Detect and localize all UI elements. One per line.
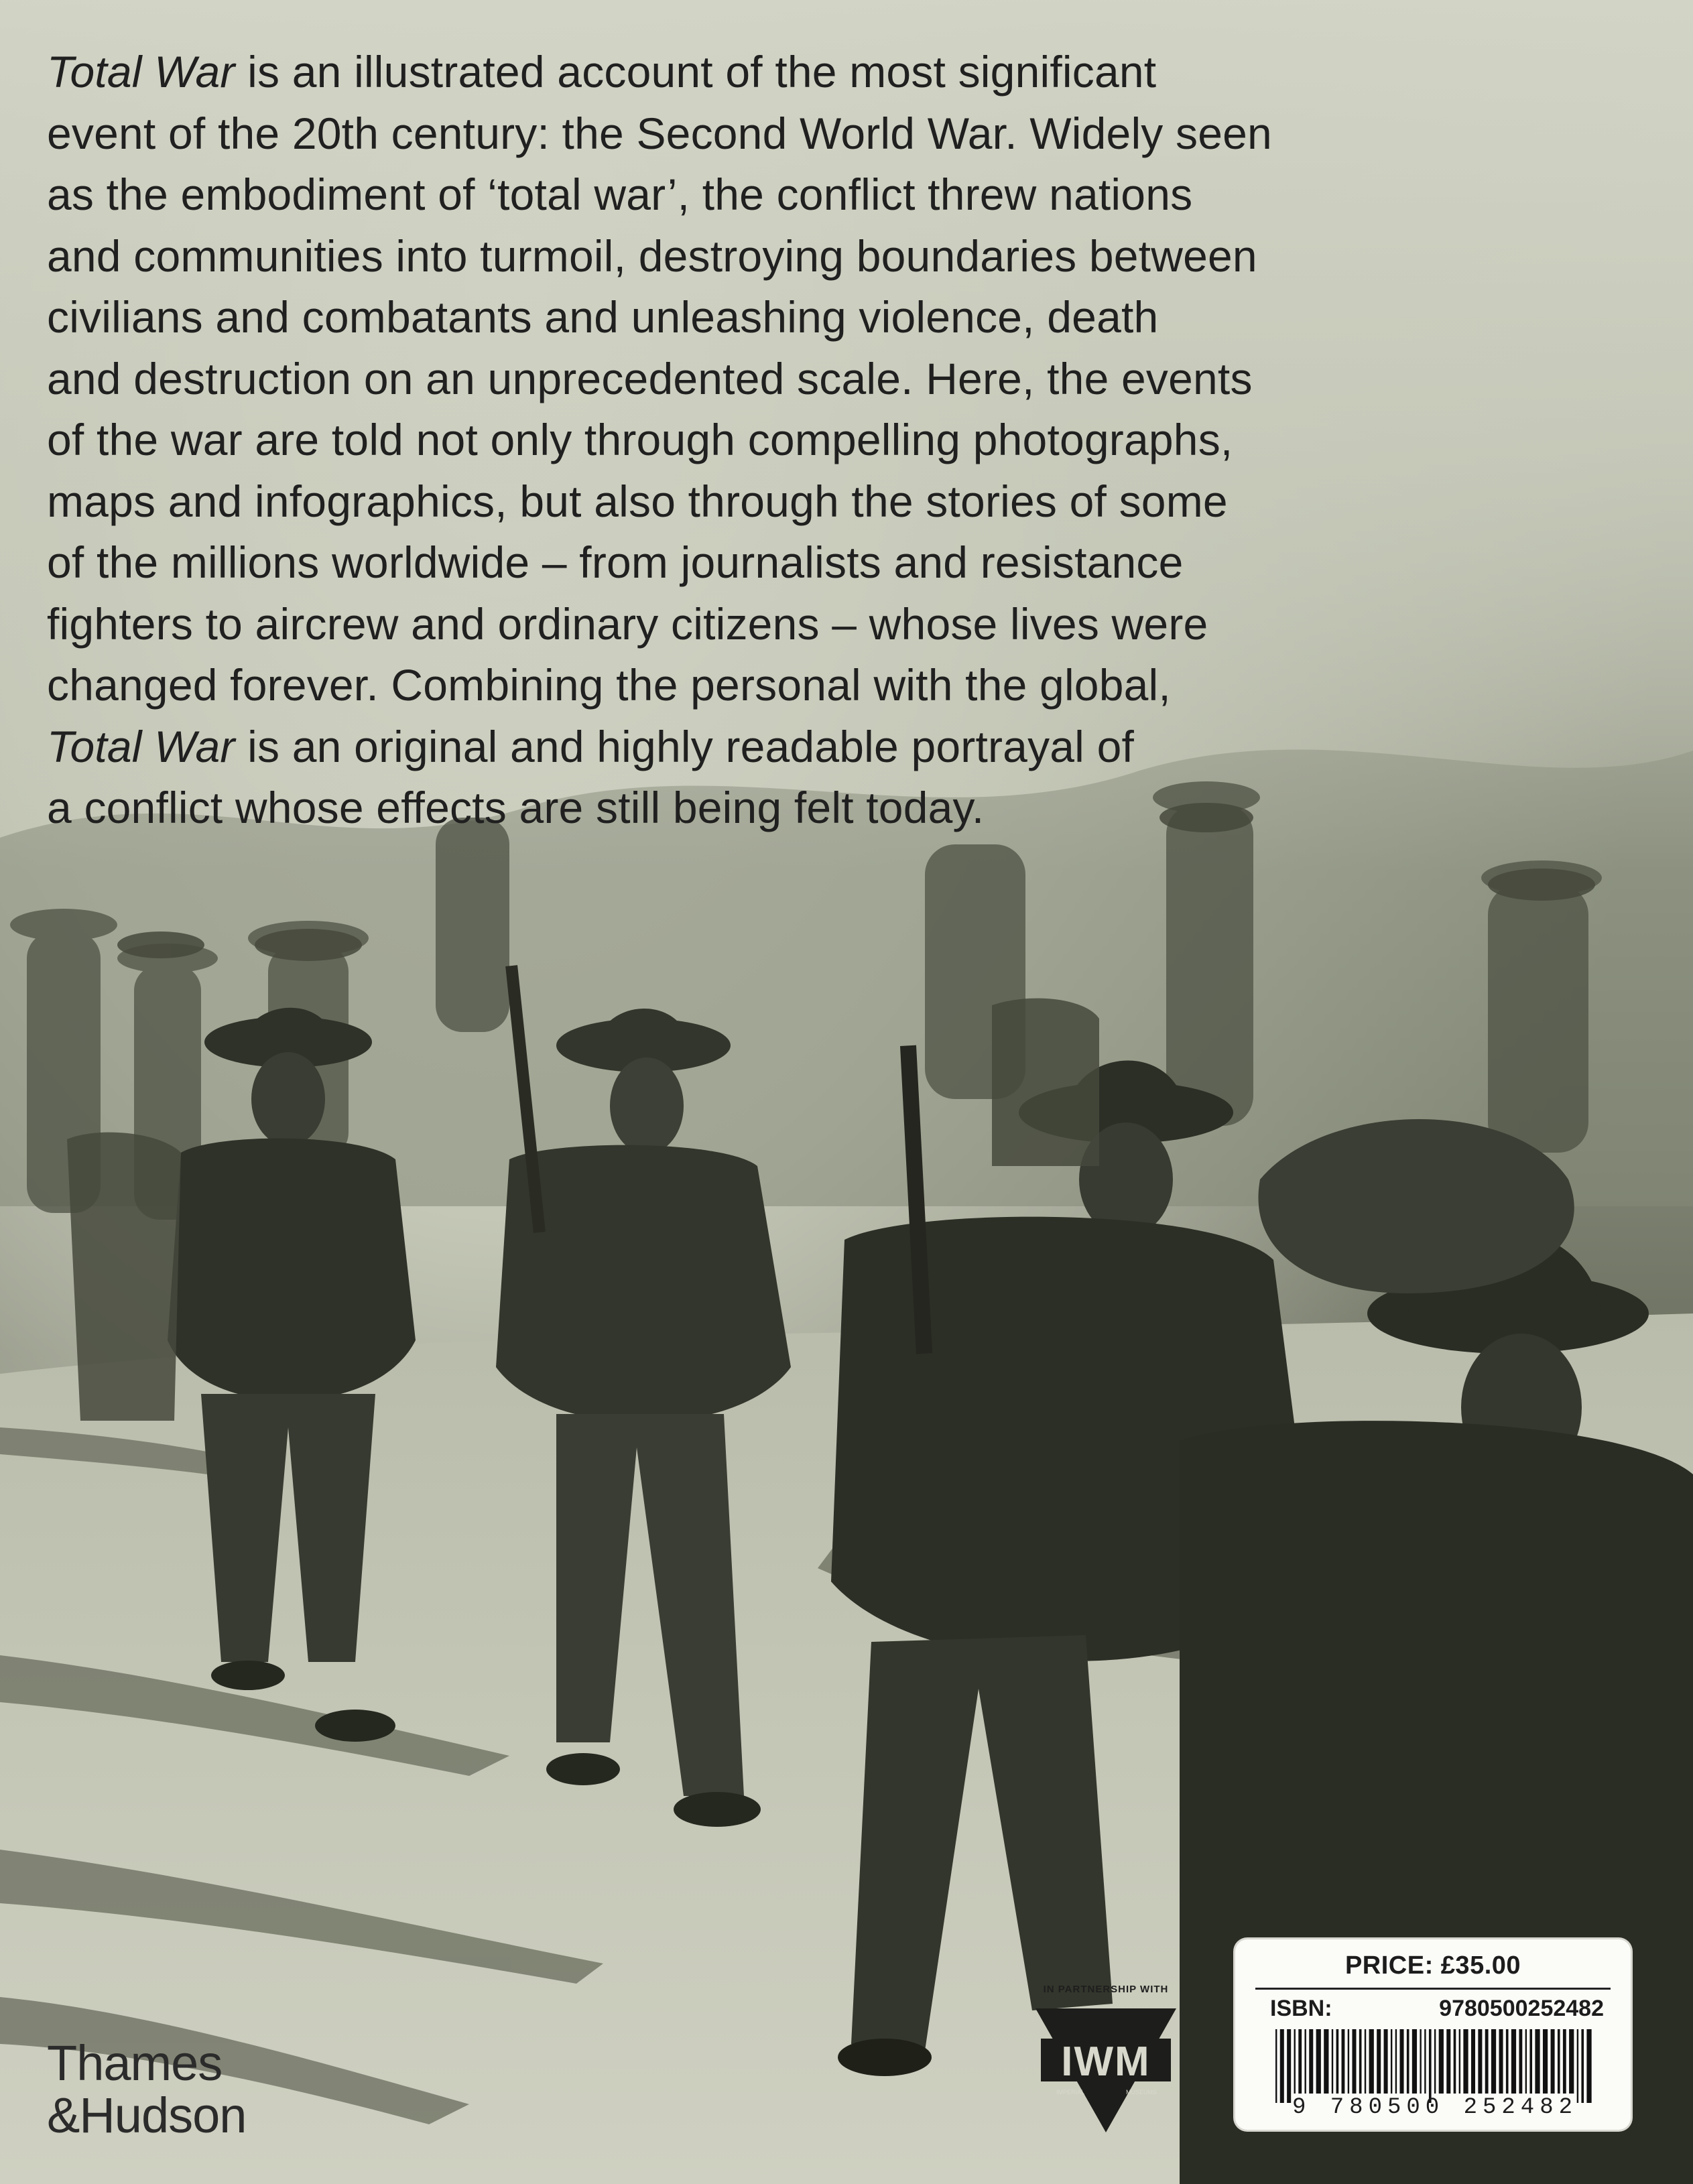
barcode-bar (1563, 2029, 1566, 2094)
barcode-bar (1439, 2029, 1444, 2094)
blurb-line: of the war are told not only through compelling photographs, (47, 415, 1233, 464)
iwm-logo-text: IWM (1061, 2039, 1151, 2085)
barcode-bar (1506, 2029, 1509, 2094)
barcode-bar (1569, 2029, 1574, 2094)
blurb-line: as the embodiment of ‘total war’, the conflict threw nations (47, 170, 1193, 219)
barcode-bar (1577, 2029, 1578, 2103)
barcode-bar (1348, 2029, 1349, 2094)
barcode-bar (1365, 2029, 1366, 2094)
barcode-bar (1535, 2029, 1540, 2094)
isbn-value: 9780500252482 (1439, 1996, 1604, 2021)
price-divider (1255, 1988, 1611, 1990)
barcode-bar (1407, 2029, 1409, 2094)
barcode-bar (1342, 2029, 1345, 2094)
brimmed-hat (255, 929, 362, 961)
partner-block (1019, 1984, 1193, 2136)
barcode-bar (1298, 2029, 1302, 2094)
barcode-bar (1478, 2029, 1482, 2094)
barcode-bar (1434, 2029, 1436, 2094)
barcode-bar (1324, 2029, 1328, 2094)
barcode-bar (1332, 2029, 1333, 2094)
barcode-bar (1391, 2029, 1392, 2094)
barcode-bar (1471, 2029, 1475, 2094)
barcode-bar (1336, 2029, 1339, 2094)
barcode-bar (1543, 2029, 1548, 2094)
barcode-bar (1424, 2029, 1426, 2094)
barcode-bar (1412, 2029, 1417, 2094)
publisher-logo-line: &Hudson (47, 2087, 247, 2143)
publisher-logo (47, 2037, 246, 2142)
barcode-bar (1511, 2029, 1516, 2094)
barcode-bar (1280, 2029, 1284, 2103)
blurb-line: fighters to aircrew and ordinary citizens – whose lives were (47, 598, 1208, 649)
barcode-bar (1499, 2029, 1503, 2094)
barcode-bar (1485, 2029, 1489, 2094)
blurb-line: changed forever. Combining the personal with the global, (47, 660, 1171, 710)
blurb-line: and communities into turmoil, destroying boundaries between (47, 231, 1257, 281)
barcode-bar (1309, 2029, 1313, 2094)
blurb-text (47, 42, 1548, 839)
barcode-bar (1529, 2029, 1532, 2094)
blurb-line: Total War is an illustrated account of the most significant (47, 47, 1157, 97)
barcode-bar (1316, 2029, 1321, 2094)
barcode-bar (1399, 2029, 1403, 2094)
brimmed-hat (1488, 869, 1595, 901)
blurb-line: and destruction on an unprecedented scale. Here, the events (47, 353, 1253, 403)
barcode-bar (1581, 2029, 1584, 2103)
barcode-bar (1275, 2029, 1277, 2103)
barcode-bar (1395, 2029, 1397, 2094)
barcode-bar (1420, 2029, 1421, 2094)
partner-label: IN PARTNERSHIP WITH (1043, 1984, 1169, 1995)
barcode-bar (1304, 2029, 1306, 2094)
brimmed-hat (117, 932, 204, 958)
price-sticker (1235, 1939, 1631, 2130)
isbn-label: ISBN: (1270, 1996, 1332, 2021)
barcode-bar (1294, 2029, 1296, 2094)
iwm-logo (1029, 2002, 1183, 2136)
blurb-line: maps and infographics, but also through the stories of some (47, 476, 1228, 526)
barcode-bar (1454, 2029, 1456, 2094)
blurb-line: of the millions worldwide – from journalists and resistance (47, 537, 1184, 587)
barcode-bar (1463, 2029, 1468, 2094)
barcode-bar (1377, 2029, 1381, 2094)
blurb-line: Total War is an original and highly readable portrayal of (47, 721, 1135, 771)
barcode-bar (1525, 2029, 1527, 2094)
barcode-bar (1491, 2029, 1496, 2094)
iwm-logo-subtext-right: MUSEUMS (1125, 2089, 1157, 2096)
iwm-logo-subtext-left: IMPERIAL (1056, 2089, 1085, 2096)
barcode-bar (1519, 2029, 1522, 2094)
blurb-line: a conflict whose effects are still being felt today. (47, 783, 985, 832)
barcode-bar (1287, 2029, 1291, 2103)
barcode-bar (1359, 2029, 1362, 2094)
barcode-bar (1369, 2029, 1374, 2094)
publisher-logo-line: Thames (47, 2035, 223, 2091)
barcode-bar (1586, 2029, 1591, 2103)
barcode-digits: 9 780500 252482 (1292, 2095, 1578, 2120)
price-label: PRICE: £35.00 (1344, 1951, 1521, 1980)
barcode-bar (1446, 2029, 1450, 2094)
blurb-line: civilians and combatants and unleashing violence, death (47, 292, 1159, 342)
barcode-bar (1384, 2029, 1388, 2094)
barcode-bar (1558, 2029, 1560, 2094)
barcode-bar (1459, 2029, 1460, 2094)
barcode-bar (1352, 2029, 1356, 2094)
barcode-bar (1551, 2029, 1555, 2094)
blurb-line: event of the 20th century: the Second World War. Widely seen (47, 108, 1272, 158)
barcode-bar (1429, 2029, 1432, 2103)
barcode (1275, 2029, 1594, 2103)
